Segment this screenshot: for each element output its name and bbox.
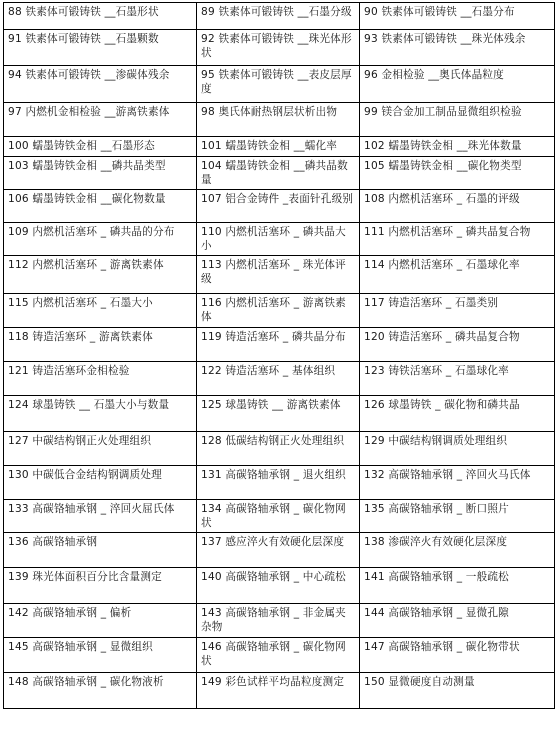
- table-row: [4, 103, 555, 137]
- table-cell: 126 球墨铸铁 _ 碳化物和磷共晶: [360, 396, 555, 432]
- table-cell: 101 蠕墨铸铁金相 __蠕化率: [197, 137, 360, 157]
- table-cell: 135 高碳铬轴承钢 _ 断口照片: [360, 500, 555, 533]
- table-cell: 124 球墨铸铁 __ 石墨大小与数量: [4, 396, 197, 432]
- table-cell: 131 高碳铬轴承钢 _ 退火组织: [197, 466, 360, 500]
- table-cell: 143 高碳铬轴承钢 _ 非金属夹杂物: [197, 604, 360, 638]
- table-cell: 142 高碳铬轴承钢 _ 偏析: [4, 604, 197, 638]
- table-cell: 146 高碳铬轴承钢 _ 碳化物网状: [197, 638, 360, 673]
- table-row: [4, 256, 555, 294]
- table-cell: 112 内燃机活塞环 _ 游离铁素体: [4, 256, 197, 294]
- table-cell: 148 高碳铬轴承钢 _ 碳化物液析: [4, 673, 197, 709]
- table-row: [4, 3, 555, 30]
- table-row: [4, 157, 555, 190]
- table-row: [4, 66, 555, 103]
- table-cell: 141 高碳铬轴承钢 _ 一般疏松: [360, 568, 555, 604]
- table-row: [4, 432, 555, 466]
- table-cell: 130 中碳低合金结构钢调质处理: [4, 466, 197, 500]
- table-cell: 145 高碳铬轴承钢 _ 显微组织: [4, 638, 197, 673]
- table-row: [4, 294, 555, 328]
- table-cell: 119 铸造活塞环 _ 磷共晶分布: [197, 328, 360, 362]
- table-row: [4, 137, 555, 157]
- table-row: [4, 638, 555, 673]
- table-cell: 120 铸造活塞环 _ 磷共晶复合物: [360, 328, 555, 362]
- table-cell: 109 内燃机活塞环 _ 磷共晶的分布: [4, 223, 197, 256]
- table-cell: 149 彩色试样平均晶粒度测定: [197, 673, 360, 709]
- table-cell: 132 高碳铬轴承钢 _ 淬回火马氏体: [360, 466, 555, 500]
- table-cell: 150 显微硬度自动测量: [360, 673, 555, 709]
- table-row: [4, 500, 555, 533]
- table-cell: 91 铁素体可锻铸铁 __石墨颗数: [4, 30, 197, 66]
- table-cell: 123 铸铁活塞环 _ 石墨球化率: [360, 362, 555, 396]
- table-row: [4, 30, 555, 66]
- table-cell: 103 蠕墨铸铁金相 __磷共晶类型: [4, 157, 197, 190]
- table-cell: 140 高碳铬轴承钢 _ 中心疏松: [197, 568, 360, 604]
- table-cell: 108 内燃机活塞环 _ 石墨的评级: [360, 190, 555, 223]
- table-cell: 99 镁合金加工制品显微组织检验: [360, 103, 555, 137]
- table-row: [4, 223, 555, 256]
- table-cell: 95 铁素体可锻铸铁 __表皮层厚度: [197, 66, 360, 103]
- table-cell: 138 渗碳淬火有效硬化层深度: [360, 533, 555, 568]
- table-cell: 100 蠕墨铸铁金相 __石墨形态: [4, 137, 197, 157]
- table-cell: 111 内燃机活塞环 _ 磷共晶复合物: [360, 223, 555, 256]
- table-row: [4, 190, 555, 223]
- table-body: [4, 3, 555, 709]
- table-cell: 137 感应淬火有效硬化层深度: [197, 533, 360, 568]
- table-cell: 98 奥氏体耐热钢层状析出物: [197, 103, 360, 137]
- table-cell: 118 铸造活塞环 _ 游离铁素体: [4, 328, 197, 362]
- table-cell: 88 铁素体可锻铸铁 __石墨形状: [4, 3, 197, 30]
- table-cell: 144 高碳铬轴承钢 _ 显微孔隙: [360, 604, 555, 638]
- table-cell: 134 高碳铬轴承钢 _ 碳化物网状: [197, 500, 360, 533]
- standards-table: [3, 2, 555, 709]
- table-cell: 129 中碳结构钢调质处理组织: [360, 432, 555, 466]
- table-cell: 90 铁素体可锻铸铁 __石墨分布: [360, 3, 555, 30]
- table-row: [4, 328, 555, 362]
- table-cell: 125 球墨铸铁 __ 游离铁素体: [197, 396, 360, 432]
- table-cell: 117 铸造活塞环 _ 石墨类别: [360, 294, 555, 328]
- table-cell: 105 蠕墨铸铁金相 __碳化物类型: [360, 157, 555, 190]
- table-cell: 106 蠕墨铸铁金相 __碳化物数量: [4, 190, 197, 223]
- table-cell: 97 内燃机金相检验 __游离铁素体: [4, 103, 197, 137]
- table-cell: 113 内燃机活塞环 _ 珠光体评级: [197, 256, 360, 294]
- table-cell: 147 高碳铬轴承钢 _ 碳化物带状: [360, 638, 555, 673]
- table-row: [4, 673, 555, 709]
- table-cell: 116 内燃机活塞环 _ 游离铁素体: [197, 294, 360, 328]
- table-cell: 94 铁素体可锻铸铁 __渗碳体残余: [4, 66, 197, 103]
- table-cell: 93 铁素体可锻铸铁 __珠光体残余: [360, 30, 555, 66]
- table-row: [4, 568, 555, 604]
- table-cell: 127 中碳结构钢正火处理组织: [4, 432, 197, 466]
- table-cell: 92 铁素体可锻铸铁 __珠光体形状: [197, 30, 360, 66]
- table-cell: 96 金相检验 __奥氏体晶粒度: [360, 66, 555, 103]
- table-cell: 139 珠光体面积百分比含量测定: [4, 568, 197, 604]
- table-cell: 133 高碳铬轴承钢 _ 淬回火屈氏体: [4, 500, 197, 533]
- table-row: [4, 604, 555, 638]
- table-cell: 128 低碳结构钢正火处理组织: [197, 432, 360, 466]
- table-cell: 115 内燃机活塞环 _ 石墨大小: [4, 294, 197, 328]
- table-cell: 107 铝合金铸件 _表面针孔级别: [197, 190, 360, 223]
- table-cell: 114 内燃机活塞环 _ 石墨球化率: [360, 256, 555, 294]
- table-row: [4, 533, 555, 568]
- table-cell: 89 铁素体可锻铸铁 __石墨分级: [197, 3, 360, 30]
- table-row: [4, 362, 555, 396]
- table-row: [4, 396, 555, 432]
- table-row: [4, 466, 555, 500]
- table-cell: 136 高碳铬轴承钢: [4, 533, 197, 568]
- table-cell: 122 铸造活塞环 _ 基体组织: [197, 362, 360, 396]
- table-cell: 121 铸造活塞环金相检验: [4, 362, 197, 396]
- table-cell: 110 内燃机活塞环 _ 磷共晶大小: [197, 223, 360, 256]
- table-cell: 102 蠕墨铸铁金相 __珠光体数量: [360, 137, 555, 157]
- table-cell: 104 蠕墨铸铁金相 __磷共晶数量: [197, 157, 360, 190]
